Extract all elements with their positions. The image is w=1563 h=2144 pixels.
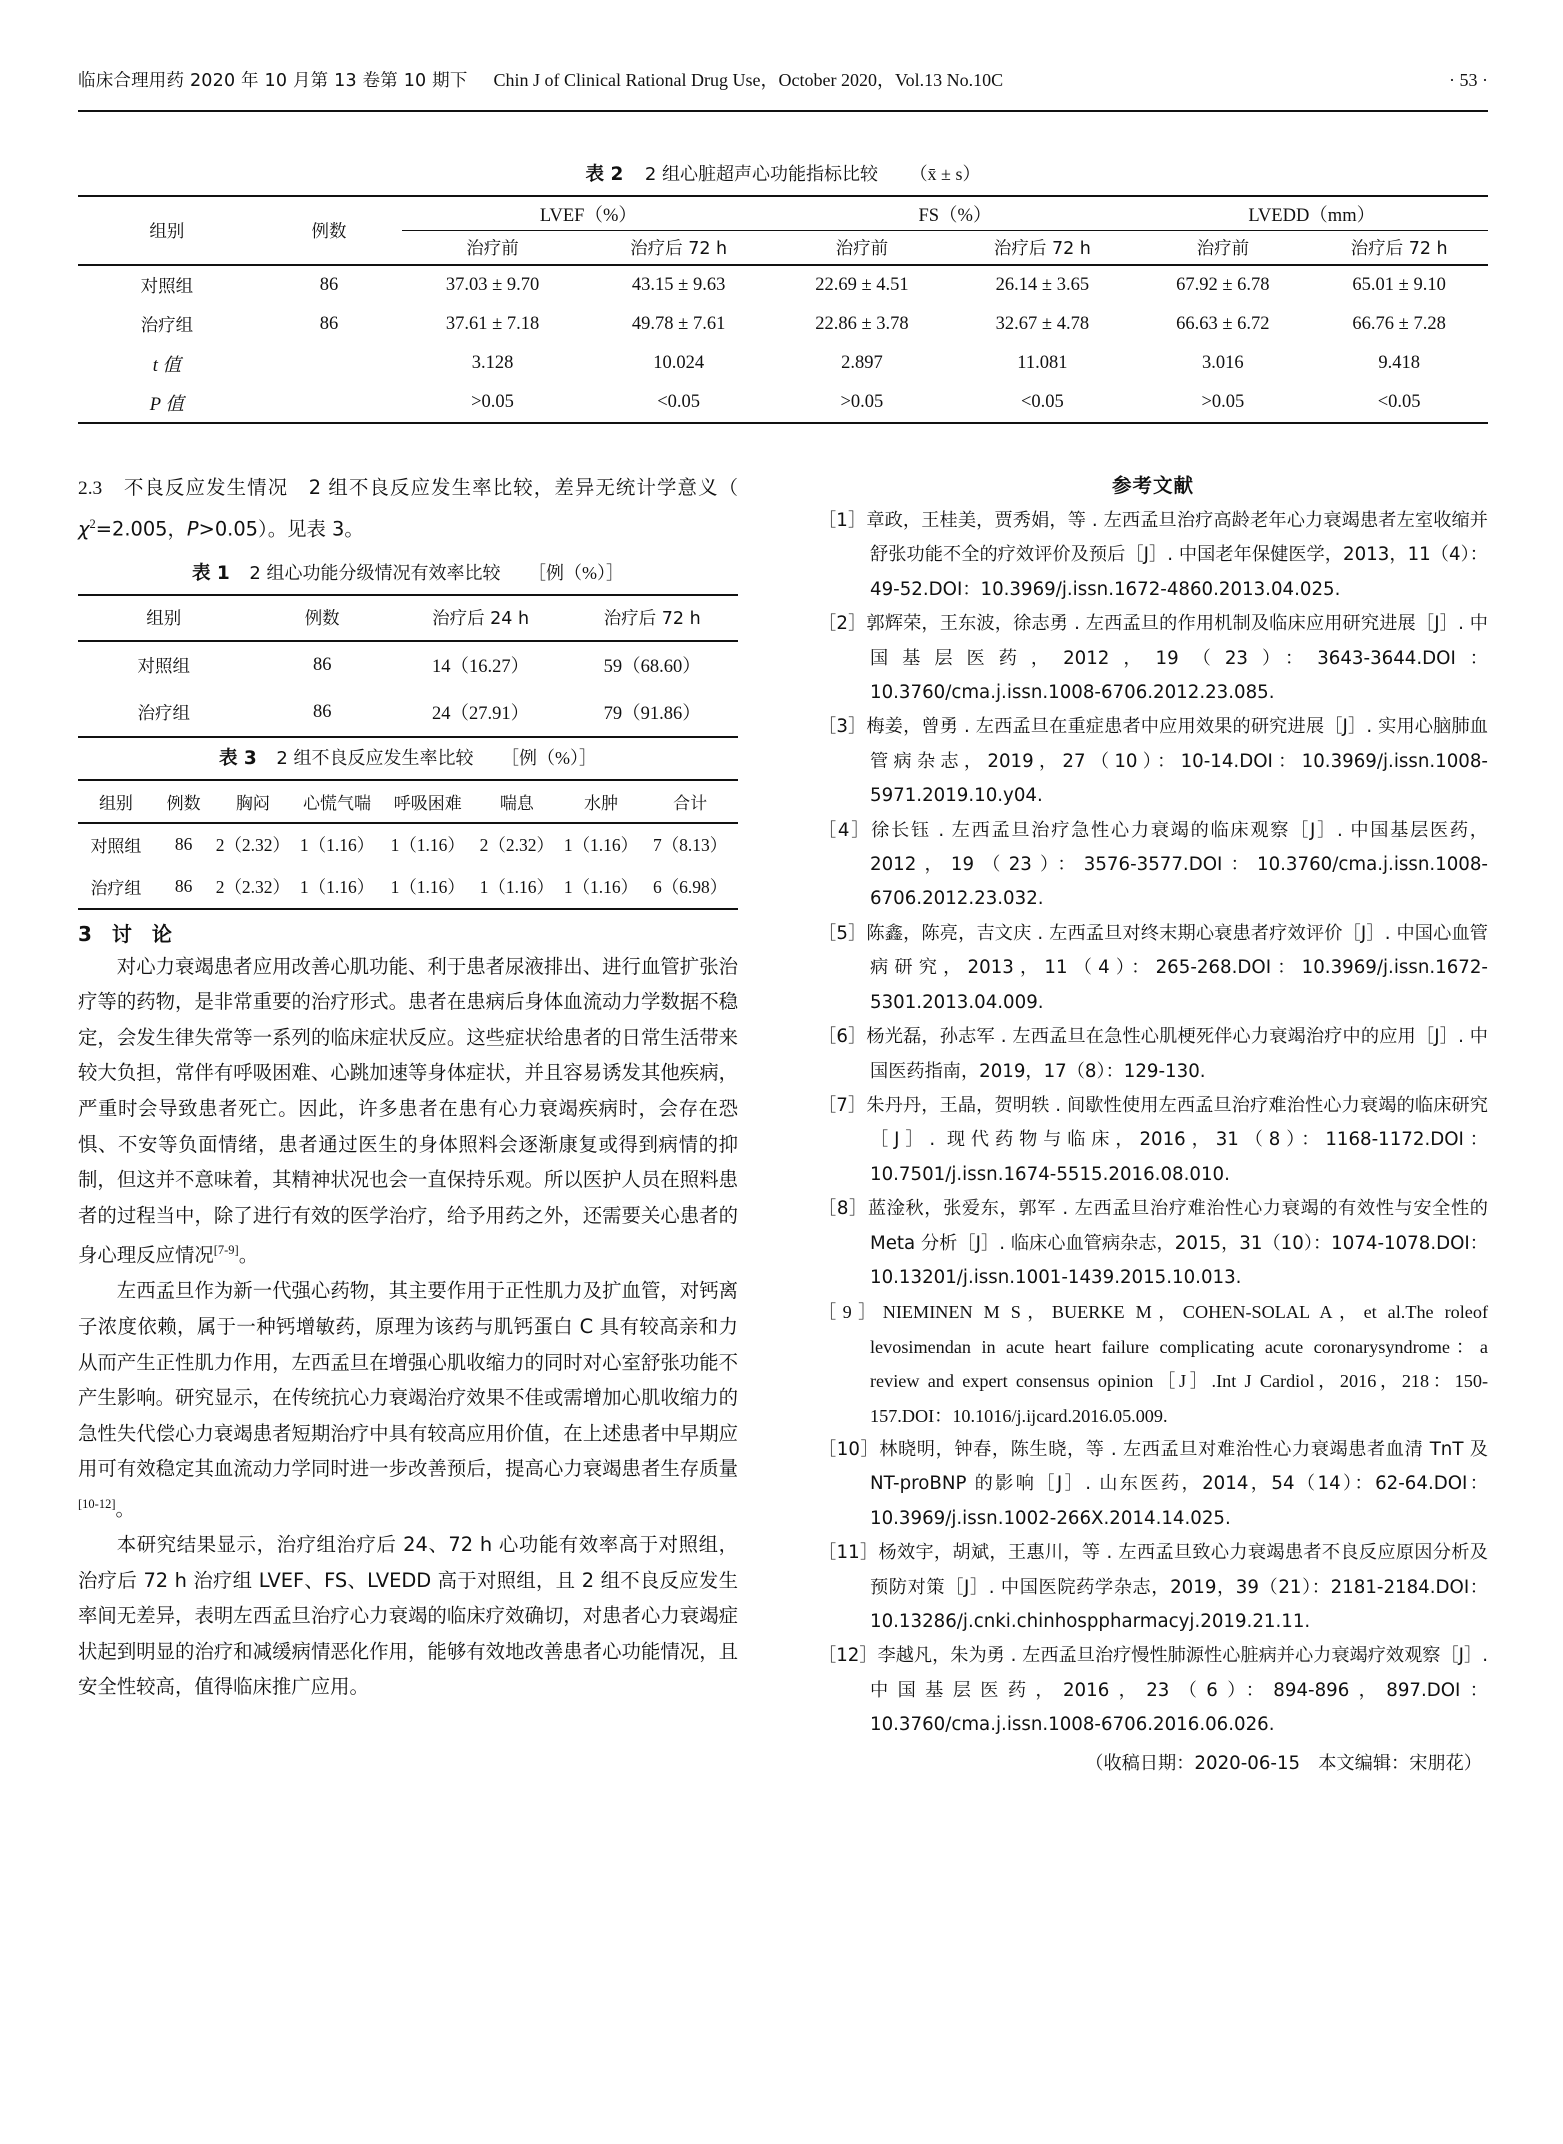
table2-row2-label: t 值	[152, 355, 181, 376]
table2-header-fs: FS（%）	[775, 196, 1136, 231]
reference-item: ［3］梅姜，曾勇 . 左西孟旦在重症患者中应用效果的研究进展［J］. 实用心脑肺血管病杂志，2019，27（10）：10-14.DOI：10.3969/j.issn.1008-5971.2019.10.y04.	[818, 716, 1488, 807]
table2-row0-c1: 43.15 ± 9.63	[631, 275, 726, 295]
table2-row2-cases	[256, 344, 403, 383]
table2	[78, 195, 1488, 424]
table1-row1-c0: 86	[312, 701, 332, 722]
running-head-english: Chin J of Clinical Rational Drug Use，October 2020，Vol.13 No.10C	[493, 70, 1004, 90]
table3-row0-c6: 7（8.13）	[652, 835, 728, 856]
left-column	[78, 470, 738, 1705]
reference-item: ［12］李越凡，朱为勇 . 左西孟旦治疗慢性肺源性心脏病并心力衰竭疗效观察［J］. 中国基层医药，2016，23（6）：894-896，897.DOI：10.3760/cma.j.issn.1008-6706.2016.06.026.	[818, 1645, 1489, 1736]
table3-header-3: 心慌气喘	[303, 793, 372, 814]
right-column	[818, 470, 1488, 1781]
table3-row0-label: 对照组	[90, 837, 142, 858]
running-head-chinese: 临床合理用药 2020 年 10 月第 13 卷第 10 期下	[78, 71, 468, 91]
reference-item: ［9］NIEMINEN M S，BUERKE M，COHEN-SOLAL A，et al.The roleof levosimendan in acute heart failure complicating acute coronarysyndrome：a review and expert consensus opinion［J］.Int J Cardiol，2016，218：150-157.DOI：10.1016/j.ijcard.2016.05.009.	[818, 1302, 1488, 1426]
table2-row0-cases: 86	[319, 275, 339, 295]
section-2-3-number: 2.3	[78, 478, 103, 499]
table3-row1-c6: 6（6.98）	[652, 877, 728, 898]
table1-row1-c2: 79（91.86）	[603, 704, 701, 725]
table3-row1-c1: 2（2.32）	[215, 877, 291, 898]
reference-item: ［11］杨效宇，胡斌，王惠川，等 . 左西孟旦致心力衰竭患者不良反应原因分析及预防对策［J］. 中国医院药学杂志，2019，39（21）：2181-2184.DOI：10.13286/j.cnki.chinhosppharmacyj.2019.21.11.	[818, 1542, 1488, 1632]
table2-row0-c3: 26.14 ± 3.65	[995, 275, 1090, 295]
table1-row0-label: 对照组	[137, 656, 191, 677]
table3-row1-c4: 1（1.16）	[479, 877, 555, 898]
reference-item: ［5］陈鑫，陈亮，吉文庆 . 左西孟旦对终末期心衰患者疗效评价［J］. 中国心血管病研究，2013，11（4）：265-268.DOI：10.3969/j.issn.1672-5301.2013.04.009.	[818, 922, 1488, 1013]
reference-item: ［7］朱丹丹，王晶，贺明轶 . 间歇性使用左西孟旦治疗难治性心力衰竭的临床研究［J］. 现代药物与临床，2016，31（8）：1168-1172.DOI：10.7501/j.issn.1674-5515.2016.08.010.	[818, 1094, 1488, 1185]
table2-row1-c5: 66.76 ± 7.28	[1352, 314, 1446, 334]
table3-row0-c0: 86	[174, 834, 193, 855]
table3-row0-c3: 1（1.16）	[390, 835, 465, 856]
table3-row1-c3: 1（1.16）	[390, 877, 465, 898]
discussion-paragraph-3: 本研究结果显示，治疗组治疗后 24、72 h 心功能有效率高于对照组，治疗后 72 h 治疗组 LVEF、FS、LVEDD 高于对照组，且 2 组不良反应发生率间无差异，表明左西孟旦治疗心力衰竭的临床疗效确切，对患者心力衰竭症状起到明显的治疗和减缓病情恶化作用，能够有效地改善患者心功能情况，且安全性较高，值得临床推广应用。	[78, 1533, 738, 1699]
reference-item: ［4］徐长钰 . 左西孟旦治疗急性心力衰竭的临床观察［J］. 中国基层医药，2012，19（23）：3576-3577.DOI：10.3760/cma.j.issn.1008-6706.2012.23.032.	[818, 819, 1488, 910]
table2-row3-c0: >0.05	[471, 392, 514, 412]
table3-row1-c2: 1（1.16）	[299, 877, 375, 898]
table2-row2-c5: 9.418	[1378, 353, 1420, 373]
discussion-paragraph-2: 左西孟旦作为新一代强心药物，其主要作用于正性肌力及扩血管，对钙离子浓度依赖，属于一种钙增敏药，原理为该药与肌钙蛋白 C 具有较高亲和力从而产生正性肌力作用，左西孟旦在增强心肌收缩力的同时对心室舒张功能不产生影响。研究显示，在传统抗心力衰竭治疗效果不佳或需增加心肌收缩力的急性失代偿心力衰竭患者短期治疗中具有较高应用价值，在上述患者中早期应用可有效稳定其血流动力学同时进一步改善预后，提高心力衰竭患者生存质量[10-12]。	[78, 1279, 738, 1521]
citation-10-12: [10-12]	[78, 1497, 116, 1512]
table3-header-7: 合计	[673, 793, 708, 814]
table2-header-lvef: LVEF（%）	[402, 196, 774, 231]
table2-caption-unit: （x̄ ± s）	[909, 164, 981, 184]
table2-subheader-lvedd-post: 治疗后 72 h	[1350, 239, 1448, 259]
table2-subheader-fs-pre: 治疗前	[835, 239, 889, 259]
table2-subheader-lvef-pre: 治疗前	[466, 239, 519, 259]
table2-row2-c2: 2.897	[841, 353, 883, 373]
table3-caption-number: 表 3	[218, 747, 257, 769]
table1-header-1: 例数	[304, 609, 340, 630]
reference-item: ［8］蓝淦秋，张爱东，郭军 . 左西孟旦治疗难治性心力衰竭的有效性与安全性的 Meta 分析［J］. 临床心血管病杂志，2015，31（10）：1074-1078.DOI：10.13201/j.issn.1001-1439.2015.10.013.	[818, 1198, 1488, 1288]
table1-caption-text: 2 组心功能分级情况有效率比较	[249, 562, 501, 584]
table-row	[78, 344, 1488, 383]
table2-subheader-lvedd-pre: 治疗前	[1196, 239, 1250, 259]
table2-row2-c1: 10.024	[653, 353, 705, 373]
table-row	[78, 823, 738, 866]
table3-header-row	[78, 780, 738, 823]
table2-row0-c0: 37.03 ± 9.70	[445, 275, 540, 295]
table3-row0-c2: 1（1.16）	[299, 835, 375, 856]
table1-row1-c1: 24（27.91）	[432, 704, 530, 725]
table2-row1-c1: 49.78 ± 7.61	[631, 314, 726, 334]
table-row	[78, 305, 1488, 344]
table2-caption-number: 表 2	[585, 164, 624, 185]
table2-block	[78, 160, 1488, 424]
table2-caption	[78, 160, 1488, 186]
table1-block	[78, 559, 738, 738]
table2-row1-c2: 22.86 ± 3.78	[815, 314, 909, 334]
table3-caption	[78, 744, 738, 770]
table3-header-4: 呼吸困难	[393, 793, 462, 814]
table1-row1-label: 治疗组	[137, 703, 191, 724]
section-2-3: 2.3 不良反应发生情况 2 组不良反应发生率比较，差异无统计学意义（ $\chi^2=2.005$，P>0.05）。见表 3。	[78, 476, 739, 541]
table2-row0-c5: 65.01 ± 9.10	[1352, 275, 1446, 295]
header-rule	[78, 110, 1488, 112]
table2-group-header-row	[78, 196, 1488, 231]
discussion-paragraph-1: 对心力衰竭患者应用改善心肌功能、利于患者尿液排出、进行血管扩张治疗等的药物，是非常重要的治疗形式。患者在患病后身体血流动力学数据不稳定，会发生律失常等一系列的临床症状反应。这些症状给患者的日常生活带来较大负担，常伴有呼吸困难、心跳加速等身体症状，并且容易诱发其他疾病，严重时会导致患者死亡。因此，许多患者在患有心力衰竭疾病时，会存在恐惧、不安等负面情绪，患者通过医生的身体照料会逐渐康复或得到病情的抑制，但这并不意味着，其精神状况也会一直保持乐观。所以医护人员在照料患者的过程当中，除了进行有效的医学治疗，给予用药之外，还需要关心患者的身心理反应情况[7-9]。	[78, 954, 738, 1267]
table3-row1-c0: 86	[174, 876, 193, 897]
table2-row1-c4: 66.63 ± 6.72	[1176, 314, 1270, 334]
table1-row0-c0: 86	[312, 654, 332, 675]
reference-item: ［2］郭辉荣，王东波，徐志勇 . 左西孟旦的作用机制及临床应用研究进展［J］. 中国基层医药，2012，19（23）：3643-3644.DOI：10.3760/cma.j.issn.1008-6706.2012.23.085.	[818, 613, 1488, 704]
running-head	[78, 66, 1488, 106]
table2-row2-c4: 3.016	[1202, 353, 1244, 373]
table2-row1-label: 治疗组	[140, 316, 194, 336]
table3-header-6: 水肿	[584, 793, 618, 814]
table1-header-row	[78, 595, 738, 641]
table2-row3-c3: <0.05	[1020, 392, 1064, 412]
table2-row3-c2: >0.05	[840, 392, 884, 412]
discussion-heading: 3 讨 论	[78, 921, 172, 946]
table2-row3-c5: <0.05	[1377, 392, 1421, 412]
table1-caption	[78, 559, 738, 585]
table2-row3-label: P 值	[149, 394, 184, 415]
table1	[78, 594, 738, 738]
table1-caption-number: 表 1	[191, 562, 230, 584]
table2-header-group: 组别	[149, 222, 185, 242]
table1-header-3: 治疗后 72 h	[603, 609, 701, 630]
table2-row0-c2: 22.69 ± 4.51	[815, 275, 909, 295]
table2-row2-c3: 11.081	[1017, 353, 1068, 373]
table-row	[78, 641, 738, 689]
table3-header-1: 例数	[166, 793, 201, 814]
table2-subheader-fs-post: 治疗后 72 h	[993, 239, 1091, 259]
citation-7-9: [7-9]	[213, 1243, 239, 1258]
table-row	[78, 265, 1488, 305]
section-2-3-title: 不良反应发生情况	[123, 476, 289, 499]
table2-row3-c4: >0.05	[1201, 392, 1245, 412]
table3	[78, 779, 738, 910]
table3-header-2: 胸闷	[235, 793, 270, 814]
table2-row3-cases	[256, 383, 403, 423]
table3-row0-c5: 1（1.16）	[563, 835, 639, 856]
table2-row0-label: 对照组	[140, 277, 194, 297]
table3-row0-c1: 2（2.32）	[215, 835, 291, 856]
table3-caption-text: 2 组不良反应发生率比较	[276, 747, 474, 769]
table3-row1-label: 治疗组	[90, 879, 142, 900]
reference-item: ［10］林晓明，钟春，陈生晓，等 . 左西孟旦对难治性心力衰竭患者血清 TnT 及 NT-proBNP 的影响［J］. 山东医药，2014，54（14）：62-64.DOI：10.3969/j.issn.1002-266X.2014.14.025.	[818, 1438, 1488, 1529]
table3-row0-c4: 2（2.32）	[479, 835, 555, 856]
table2-row0-c4: 67.92 ± 6.78	[1176, 275, 1270, 295]
table-row	[78, 866, 738, 909]
table2-row2-c0: 3.128	[471, 353, 514, 373]
table2-row3-c1: <0.05	[657, 392, 701, 412]
table1-row0-c1: 14（16.27）	[432, 657, 530, 678]
table3-caption-unit: ［例（%）］	[501, 747, 597, 768]
table3-block	[78, 744, 738, 910]
table3-header-5: 喘息	[499, 793, 534, 814]
table1-caption-unit: ［例（%）］	[528, 562, 624, 583]
table-row	[78, 383, 1488, 423]
submission-footer: （收稿日期：2020-06-15 本文编辑：宋朋花）	[1085, 1752, 1482, 1774]
table2-row1-cases: 86	[319, 314, 339, 334]
table-row	[78, 689, 738, 737]
table2-caption-text: 2 组心脏超声心功能指标比较	[644, 164, 879, 185]
table3-header-0: 组别	[98, 793, 133, 814]
table3-row1-c5: 1（1.16）	[563, 877, 639, 898]
table2-header-cases: 例数	[311, 222, 347, 242]
table1-header-2: 治疗后 24 h	[432, 609, 530, 630]
table2-header-lvedd: LVEDD（mm）	[1135, 196, 1488, 231]
page-number: · 53 ·	[1449, 70, 1488, 90]
references-title: 参考文献	[1111, 474, 1194, 497]
reference-item: ［1］章政，王桂美，贾秀娟，等 . 左西孟旦治疗高龄老年心力衰竭患者左室收缩并舒张功能不全的疗效评价及预后［J］. 中国老年保健医学，2013，11（4）：49-52.DOI：10.3969/j.issn.1672-4860.2013.04.025.	[818, 510, 1488, 600]
table2-row1-c0: 37.61 ± 7.18	[445, 314, 540, 334]
table1-header-0: 组别	[146, 609, 182, 630]
table2-subheader-lvef-post: 治疗后 72 h	[630, 239, 728, 259]
reference-item: ［6］杨光磊，孙志军 . 左西孟旦在急性心肌梗死伴心力衰竭治疗中的应用［J］. 中国医药指南，2019，17（8）：129-130.	[818, 1026, 1488, 1082]
table1-row0-c2: 59（68.60）	[603, 657, 701, 678]
table2-row1-c3: 32.67 ± 4.78	[995, 314, 1090, 334]
